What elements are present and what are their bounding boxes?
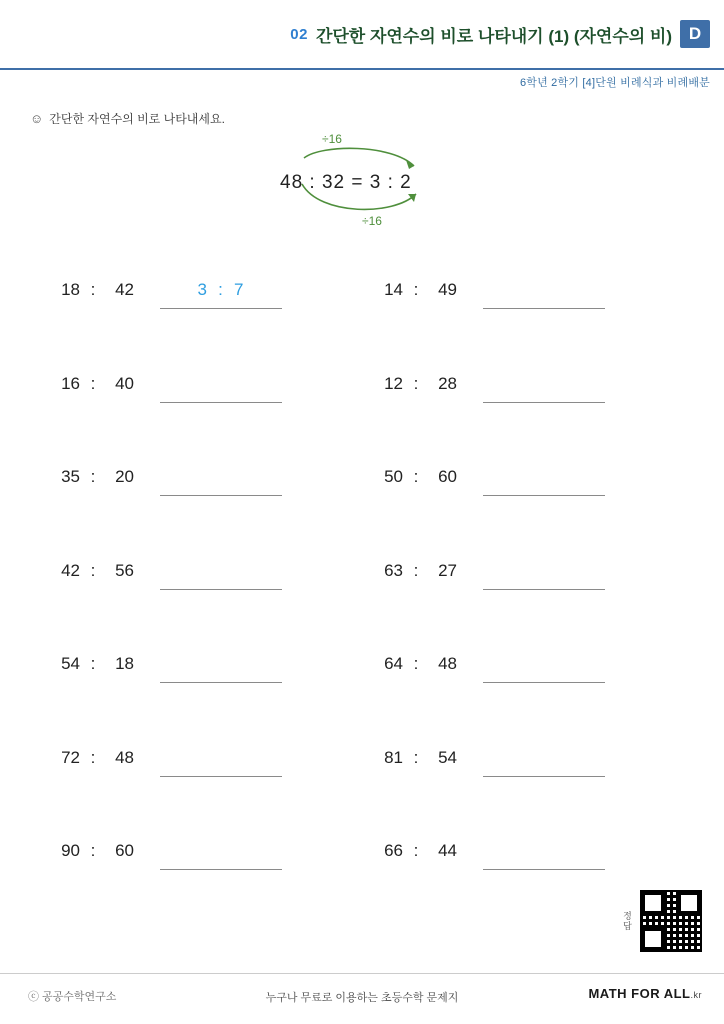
logo-suffix: .kr <box>690 990 702 1000</box>
term-a: 66 <box>384 841 403 860</box>
problem-item <box>52 374 282 403</box>
term-b: 44 <box>438 841 457 860</box>
answer-blank[interactable] <box>160 280 282 309</box>
problem-item <box>52 654 282 683</box>
answer-blank[interactable] <box>483 374 605 403</box>
answer-blank[interactable] <box>160 561 282 590</box>
problem-item <box>375 841 605 870</box>
ratio-colon: : <box>413 841 419 860</box>
unit-number: 02 <box>290 25 308 43</box>
answer-blank[interactable] <box>483 748 605 777</box>
term-a: 90 <box>61 841 80 860</box>
term-a: 42 <box>61 560 80 580</box>
term-a: 12 <box>384 373 403 393</box>
problem-item <box>375 654 605 683</box>
problem-item <box>375 374 605 403</box>
header-divider <box>0 68 724 70</box>
page-header <box>0 0 724 88</box>
problem-expression <box>52 561 160 581</box>
term-b: 28 <box>438 373 457 393</box>
answer-blank[interactable] <box>160 374 282 403</box>
ratio-colon: : <box>90 280 96 299</box>
problem-expression <box>375 654 483 674</box>
problem-item <box>375 561 605 590</box>
term-b: 48 <box>438 654 457 673</box>
term-a: 54 <box>61 654 80 673</box>
term-b: 42 <box>115 280 134 299</box>
problem-expression <box>52 280 160 300</box>
header-title-row <box>290 20 710 48</box>
problem-item <box>52 748 282 777</box>
term-a: 81 <box>384 747 403 767</box>
problem-expression <box>375 841 483 861</box>
example-bottom-label: ÷16 <box>362 214 382 228</box>
ratio-colon: : <box>90 373 96 393</box>
answer-blank[interactable] <box>483 561 605 590</box>
problem-row <box>0 823 724 917</box>
problem-expression <box>52 748 160 768</box>
level-badge: D <box>680 20 710 48</box>
term-a: 14 <box>384 280 403 299</box>
answer-qr-area[interactable] <box>621 890 702 952</box>
term-a: 50 <box>384 467 403 486</box>
ratio-colon: : <box>90 747 96 767</box>
page-title: 간단한 자연수의 비로 나타내기 (1) (자연수의 비) <box>315 26 672 46</box>
ratio-colon: : <box>413 280 419 299</box>
worked-example <box>262 132 482 232</box>
instruction-line <box>30 110 225 127</box>
term-a: 18 <box>61 280 80 299</box>
term-a: 72 <box>61 747 80 767</box>
term-a: 35 <box>61 467 80 486</box>
answer-blank[interactable] <box>483 467 605 496</box>
term-b: 60 <box>115 841 134 860</box>
footer-tagline: 누구나 무료로 이용하는 초등수학 문제지 <box>265 992 459 1004</box>
term-a: 16 <box>61 373 80 393</box>
term-b: 18 <box>115 654 134 673</box>
ratio-colon: : <box>90 841 96 860</box>
term-b: 60 <box>438 467 457 486</box>
ratio-colon: : <box>413 467 419 486</box>
answer-blank[interactable] <box>483 841 605 870</box>
problem-expression <box>375 280 483 300</box>
site-logo <box>588 986 702 1001</box>
term-b: 49 <box>438 280 457 299</box>
problem-item <box>52 280 282 309</box>
problem-item <box>375 748 605 777</box>
ratio-colon: : <box>90 467 96 486</box>
example-equation: 48 : 32 = 3 : 2 <box>280 172 412 193</box>
problem-row <box>0 262 724 356</box>
problem-expression <box>52 654 160 674</box>
problem-item <box>52 561 282 590</box>
problem-row <box>0 636 724 730</box>
problem-row <box>0 449 724 543</box>
problem-item <box>375 280 605 309</box>
ratio-colon: : <box>413 747 419 767</box>
problem-expression <box>52 467 160 487</box>
answer-term-a: 3 <box>197 280 208 299</box>
problem-expression <box>52 374 160 394</box>
ratio-colon: : <box>413 654 419 673</box>
term-b: 27 <box>438 560 457 580</box>
qr-label: 정답 <box>622 911 632 931</box>
problem-row <box>0 543 724 637</box>
answer-blank[interactable] <box>483 280 605 309</box>
problem-row <box>0 356 724 450</box>
example-top-label: ÷16 <box>322 132 342 146</box>
ratio-colon: : <box>413 560 419 580</box>
term-a: 63 <box>384 560 403 580</box>
problem-expression <box>375 374 483 394</box>
page-subtitle: 6학년 2학기 [4]단원 비례식과 비례배분 <box>519 77 710 89</box>
answer-blank[interactable] <box>160 467 282 496</box>
page-footer <box>0 974 724 1024</box>
answer-term-b: 7 <box>234 280 245 299</box>
term-b: 56 <box>115 560 134 580</box>
logo-main: MATH FOR ALL <box>588 986 691 1001</box>
problem-item <box>52 467 282 496</box>
qr-code-icon[interactable] <box>640 890 702 952</box>
ratio-colon: : <box>90 654 96 673</box>
problem-expression <box>375 561 483 581</box>
term-b: 20 <box>115 467 134 486</box>
problem-expression <box>52 841 160 861</box>
problem-expression <box>375 748 483 768</box>
term-a: 64 <box>384 654 403 673</box>
problem-item <box>375 467 605 496</box>
answer-colon: : <box>218 280 224 299</box>
term-b: 48 <box>115 747 134 767</box>
term-b: 54 <box>438 747 457 767</box>
answer-blank[interactable] <box>160 654 282 683</box>
instruction-text: 간단한 자연수의 비로 나타내세요. <box>49 112 225 126</box>
problem-grid <box>0 262 724 917</box>
answer-value <box>160 280 282 304</box>
answer-blank[interactable] <box>483 654 605 683</box>
answer-blank[interactable] <box>160 748 282 777</box>
ratio-colon: : <box>90 560 96 580</box>
answer-blank[interactable] <box>160 841 282 870</box>
problem-expression <box>375 467 483 487</box>
problem-item <box>52 841 282 870</box>
smiley-icon: ☺ <box>30 111 44 126</box>
problem-row <box>0 730 724 824</box>
copyright-text: ⓒ 공공수학연구소 <box>28 991 117 1003</box>
ratio-colon: : <box>413 373 419 393</box>
term-b: 40 <box>115 373 134 393</box>
